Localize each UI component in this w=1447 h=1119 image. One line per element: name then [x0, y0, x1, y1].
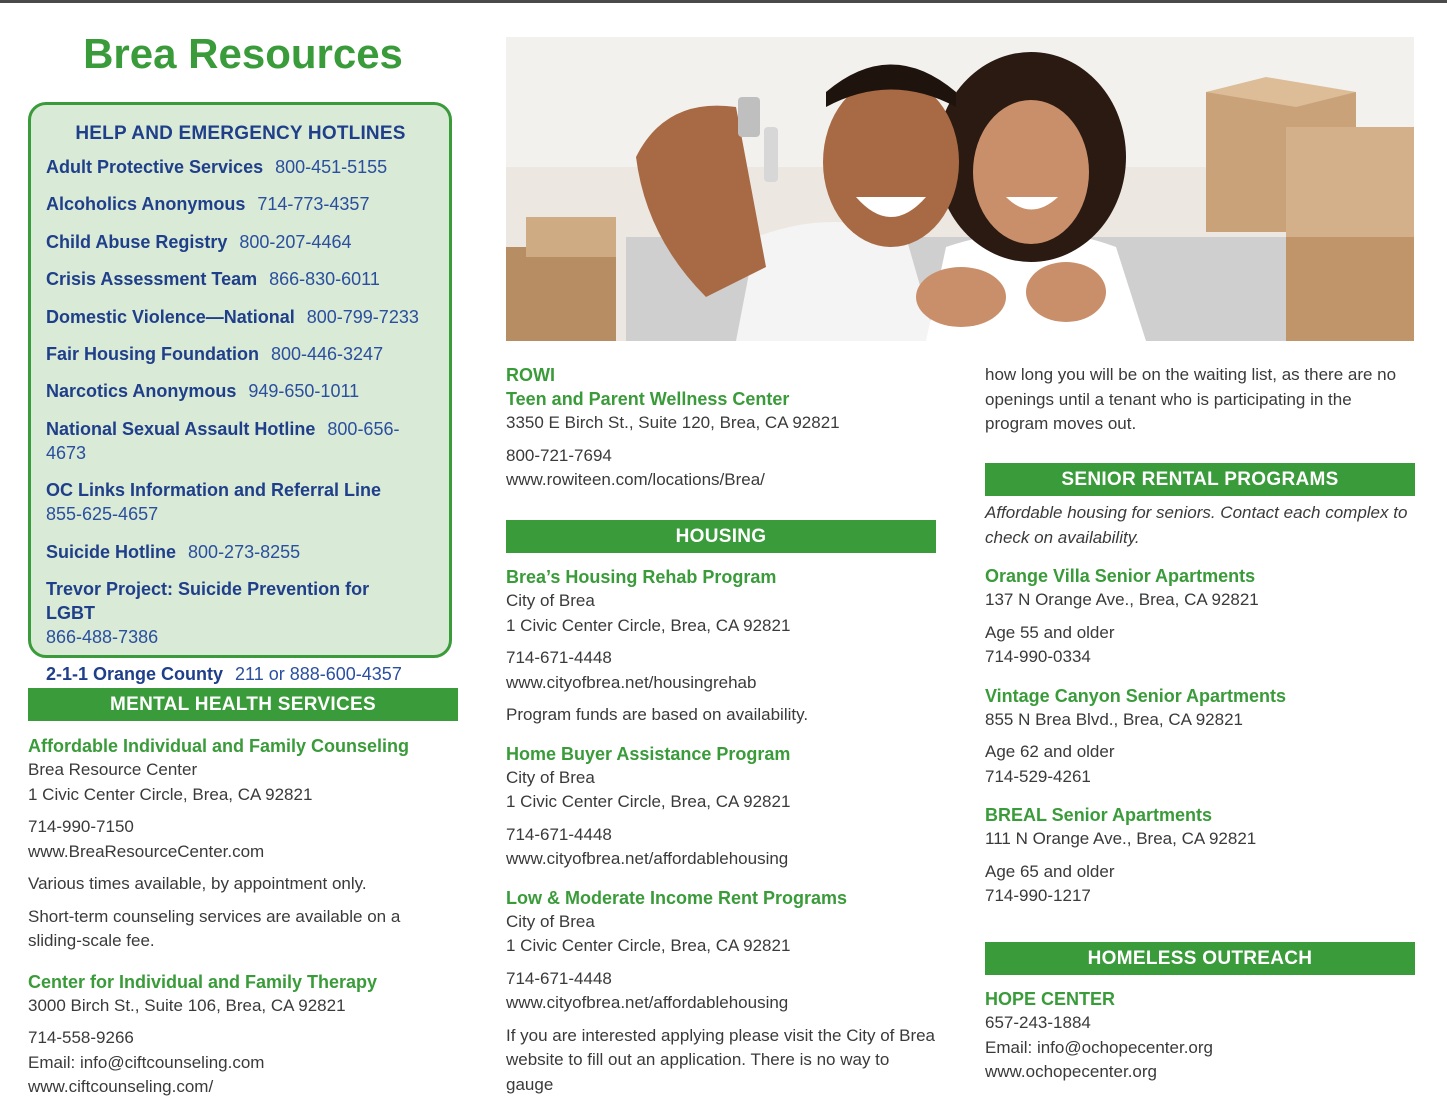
resource-address: 1 Civic Center Circle, Brea, CA 92821: [28, 784, 313, 804]
senior-section: [985, 463, 1415, 909]
resource-phone[interactable]: 714-529-4261: [985, 766, 1091, 786]
resource-name: Center for Individual and Family Therapy: [28, 971, 378, 992]
resource-address: 1 Civic Center Circle, Brea, CA 92821: [506, 615, 791, 635]
resource-age: Age 65 and older: [985, 861, 1115, 881]
resource-phone[interactable]: 800-721-7694: [506, 445, 612, 465]
resource-address: 137 N Orange Ave., Brea, CA 92821: [985, 590, 1259, 609]
resource-org: City of Brea: [506, 591, 595, 610]
resource-phone[interactable]: 657-243-1884: [985, 1013, 1091, 1032]
hotline-item: Crisis Assessment Team 866-830-6011: [46, 269, 380, 290]
resource-website[interactable]: www.cityofbrea.net/housingrehab: [506, 672, 757, 692]
resource-address: 111 N Orange Ave., Brea, CA 92821: [985, 829, 1257, 848]
top-border: [0, 0, 1447, 3]
section-intro: Affordable housing for seniors. Contact each complex to check on availability.: [985, 503, 1408, 547]
resource-website[interactable]: www.cityofbrea.net/affordablehousing: [506, 849, 789, 868]
resource-name: Low & Moderate Income Rent Programs: [506, 887, 848, 908]
resource-name: Affordable Individual and Family Counseling: [28, 736, 410, 756]
resource-org: City of Brea: [506, 767, 595, 787]
resource-phone[interactable]: 714-990-0334: [985, 647, 1091, 666]
resource-name: Orange Villa Senior Apartments: [985, 566, 1256, 586]
hotline-item: Alcoholics Anonymous 714-773-4357: [46, 194, 370, 215]
hotline-item: Adult Protective Services 800-451-5155: [46, 157, 388, 177]
resource-website[interactable]: www.ciftcounseling.com/: [28, 1077, 214, 1096]
resource-org: City of Brea: [506, 911, 595, 931]
resource-subtitle: Teen and Parent Wellness Center: [506, 389, 790, 409]
resource-note: If you are interested applying please visit the City of Brea website to fill out an application. There is no way to gauge: [506, 1025, 936, 1094]
rowi-block: [506, 363, 936, 493]
mental-health-section: [28, 688, 458, 1100]
hotline-item: Suicide Hotline 800-273-8255: [46, 541, 301, 562]
resource-email[interactable]: Email: info@ciftcounseling.com: [28, 1052, 265, 1072]
photo-illustration: [506, 37, 1414, 341]
hotline-item: Child Abuse Registry 800-207-4464: [46, 231, 352, 252]
section-header-mental-health: MENTAL HEALTH SERVICES: [28, 688, 458, 721]
resource-name: Home Buyer Assistance Program: [506, 743, 791, 764]
resource-note: Short-term counseling services are available on a sliding-scale fee.: [28, 906, 401, 950]
resource-name: BREAL Senior Apartments: [985, 805, 1213, 825]
resource-note: Program funds are based on availability.: [506, 705, 809, 724]
resource-website[interactable]: www.BreaResourceCenter.com: [28, 841, 265, 861]
hotline-item: OC Links Information and Referral Line 855-625-4657: [46, 480, 382, 525]
resource-website[interactable]: www.rowiteen.com/locations/Brea/: [506, 470, 765, 489]
resource-name: HOPE CENTER: [985, 989, 1116, 1009]
hotline-item: 2-1-1 Orange County 211 or 888-600-4357: [46, 664, 402, 685]
resource-address: 3350 E Birch St., Suite 120, Brea, CA 92821: [506, 413, 840, 432]
hotlines-heading: HELP AND EMERGENCY HOTLINES: [75, 123, 406, 144]
resource-age: Age 55 and older: [985, 622, 1115, 642]
resource-website[interactable]: www.ochopecenter.org: [985, 1062, 1157, 1081]
homeless-section: [985, 942, 1415, 1085]
housing-section: [506, 520, 936, 1097]
resource-name: ROWI: [506, 365, 555, 385]
hotline-item: Domestic Violence—National 800-799-7233: [46, 306, 419, 327]
page-title: Brea Resources: [83, 30, 403, 77]
resource-address: 1 Civic Center Circle, Brea, CA 92821: [506, 792, 791, 811]
resource-phone[interactable]: 714-990-1217: [985, 886, 1091, 905]
resource-address: 855 N Brea Blvd., Brea, CA 92821: [985, 709, 1243, 729]
hotline-item: Trevor Project: Suicide Prevention for LGBT 866-488-7386: [46, 578, 370, 647]
hotline-item: Narcotics Anonymous 949-650-1011: [46, 381, 360, 402]
resource-note: Various times available, by appointment only.: [28, 874, 367, 893]
hotline-item: Fair Housing Foundation 800-446-3247: [46, 343, 384, 364]
couple-with-keys-photo: [506, 37, 1414, 341]
resource-age: Age 62 and older: [985, 742, 1115, 761]
section-header-senior-rental: SENIOR RENTAL PROGRAMS: [985, 463, 1415, 496]
hotline-item: National Sexual Assault Hotline 800-656-4673: [46, 418, 400, 463]
resource-phone[interactable]: 714-990-7150: [28, 817, 134, 836]
hotlines-box: [28, 102, 452, 685]
resource-phone[interactable]: 714-671-4448: [506, 824, 612, 844]
resource-org: Brea Resource Center: [28, 760, 198, 779]
resource-note: how long you will be on the waiting list, as there are no openings until a tenant who is participating in the program moves out.: [985, 365, 1397, 433]
rent-note-continued: [985, 363, 1415, 437]
resource-website[interactable]: www.cityofbrea.net/affordablehousing: [506, 993, 789, 1012]
resource-phone[interactable]: 714-671-4448: [506, 648, 612, 667]
resource-name: Brea’s Housing Rehab Program: [506, 567, 777, 587]
resource-phone[interactable]: 714-558-9266: [28, 1028, 134, 1047]
section-header-homeless-outreach: HOMELESS OUTREACH: [985, 942, 1415, 975]
section-header-housing: HOUSING: [506, 520, 936, 553]
resource-address: 1 Civic Center Circle, Brea, CA 92821: [506, 936, 791, 955]
resource-address: 3000 Birch St., Suite 106, Brea, CA 92821: [28, 995, 346, 1015]
resource-phone[interactable]: 714-671-4448: [506, 968, 612, 988]
resource-email[interactable]: Email: info@ochopecenter.org: [985, 1037, 1213, 1057]
resource-name: Vintage Canyon Senior Apartments: [985, 685, 1287, 706]
